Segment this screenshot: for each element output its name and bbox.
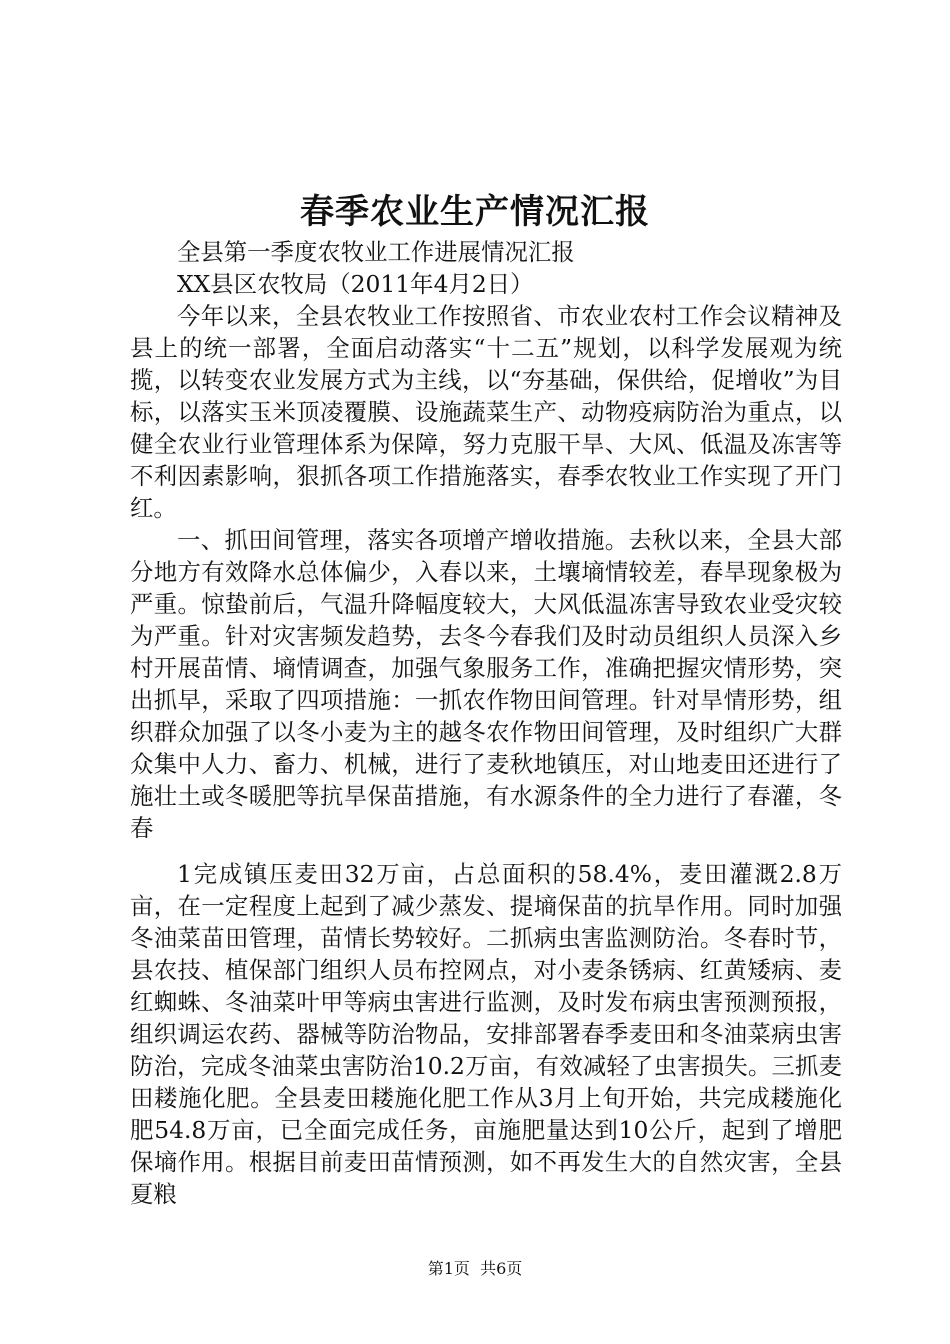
paragraph-issuer-date: XX县区农牧局（2011年4月2日） bbox=[177, 270, 534, 298]
paragraph-subtitle: 全县第一季度农牧业工作进展情况汇报 bbox=[177, 238, 575, 266]
paragraph-intro: 今年以来，全县农牧业工作按照省、市农业农村工作会议精神及县上的统一部署，全面启动落实“十二五”规划，以科学发展观为统揽，以转变农业发展方式为主线，以“夯基础，保供给，促增收”为目标，以落实玉米顶凌覆膜、设施蔬菜生产、动物疫病防治为重点，以健全农业行业管理体系为保障，努力克服干旱、大风、低温及冻害等不利因素影响，狠抓各项工作措施落实，春季农牧业工作实现了开门红。 bbox=[130, 302, 842, 522]
document-title: 春季农业生产情况汇报 bbox=[300, 192, 650, 232]
page-footer bbox=[0, 1256, 950, 1279]
paragraph-measures: 1完成镇压麦田32万亩，占总面积的58.4%，麦田灌溉2.8万亩，在一定程度上起到了减少蒸发、提墒保苗的抗旱作用。同时加强冬油菜苗田管理，苗情长势较好。二抓病虫害监测防治。冬春时节，县农技、植保部门组织人员布控网点，对小麦条锈病、红黄矮病、麦红蜘蛛、冬油菜叶甲等病虫害进行监测，及时发布病虫害预测预报，组织调运农药、器械等防治物品，安排部署春季麦田和冬油菜病虫害防治，完成冬油菜虫害防治10.2万亩，有效减轻了虫害损失。三抓麦田耧施化肥。全县麦田耧施化肥工作从3月上旬开始，共完成耧施化肥54.8万亩，已全面完成任务，亩施肥量达到10公斤，起到了增肥保墒作用。根据目前麦田苗情预测，如不再发生大的自然灾害，全县夏粮 bbox=[130, 860, 842, 1208]
page-number: 第1页 共6页 bbox=[427, 1259, 523, 1278]
document-body bbox=[130, 236, 842, 1210]
paragraph-field-management: 一、抓田间管理，落实各项增产增收措施。去秋以来，全县大部分地方有效降水总体偏少，入春以来，土壤墒情较差，春旱现象极为严重。惊蛰前后，气温升降幅度较大，大风低温冻害导致农业受灾较为严重。针对灾害频发趋势，去冬今春我们及时动员组织人员深入乡村开展苗情、墒情调查，加强气象服务工作，准确把握灾情形势，突出抓早，采取了四项措施：一抓农作物田间管理。针对旱情形势，组织群众加强了以冬小麦为主的越冬农作物田间管理，及时组织广大群众集中人力、畜力、机械，进行了麦秋地镇压，对山地麦田还进行了施壮土或冬暖肥等抗旱保苗措施，有水源条件的全力进行了春灌，冬春 bbox=[130, 526, 842, 842]
